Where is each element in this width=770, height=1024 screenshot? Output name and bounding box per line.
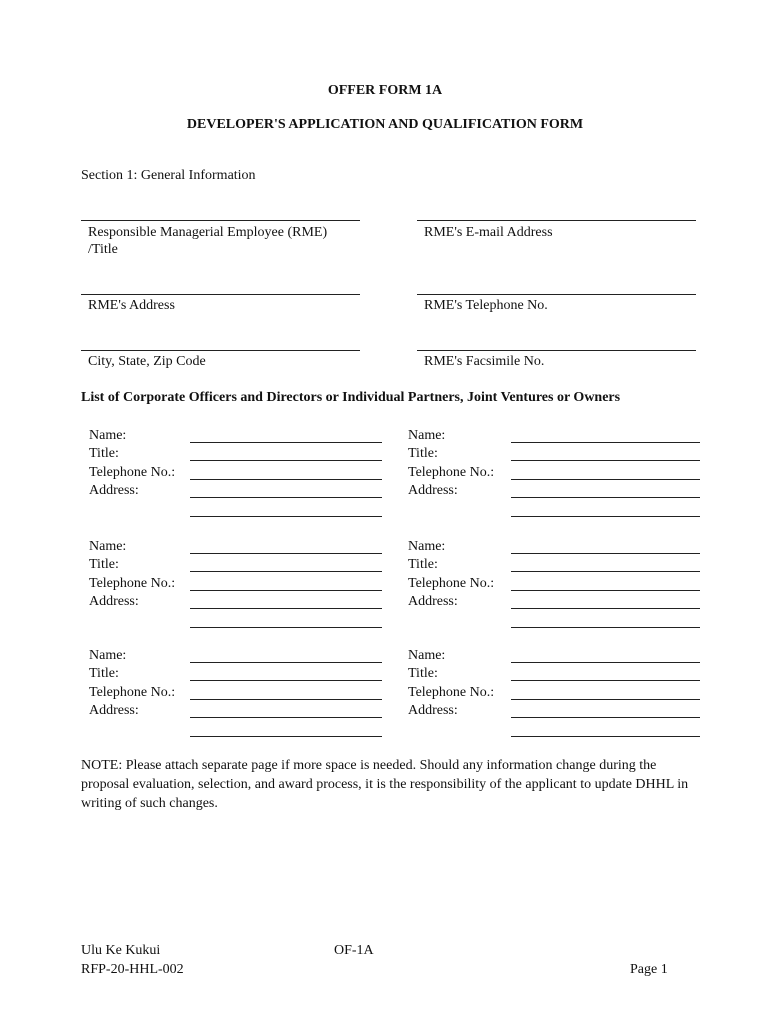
- address-field[interactable]: [511, 717, 700, 718]
- address-label: Address:: [408, 703, 458, 718]
- telephone-field[interactable]: [511, 590, 700, 591]
- name-field[interactable]: [511, 442, 700, 443]
- telephone-field[interactable]: [190, 590, 382, 591]
- name-label: Name:: [408, 428, 446, 443]
- page-number: Page 1: [630, 962, 668, 977]
- address-field-2[interactable]: [511, 516, 700, 517]
- rme-fax-label: RME's Facsimile No.: [424, 354, 545, 369]
- address-label: Address:: [89, 703, 139, 718]
- title-field[interactable]: [190, 460, 382, 461]
- address-field-2[interactable]: [511, 736, 700, 737]
- rme-email-label: RME's E-mail Address: [424, 225, 553, 240]
- city-state-zip-field[interactable]: [81, 350, 360, 351]
- footer-project: Ulu Ke Kukui: [81, 943, 161, 958]
- rme-label: Responsible Managerial Employee (RME): [88, 225, 328, 240]
- title-field[interactable]: [190, 680, 382, 681]
- address-field[interactable]: [511, 608, 700, 609]
- address-field[interactable]: [190, 717, 382, 718]
- footer-form-code: OF-1A: [334, 943, 374, 958]
- form-number: OFFER FORM 1A: [327, 83, 443, 98]
- telephone-label: Telephone No.:: [89, 685, 176, 700]
- name-label: Name:: [89, 539, 127, 554]
- title-label: Title:: [89, 666, 119, 681]
- address-label: Address:: [89, 594, 139, 609]
- address-label: Address:: [89, 483, 139, 498]
- name-label: Name:: [408, 539, 446, 554]
- telephone-field[interactable]: [190, 699, 382, 700]
- address-field-2[interactable]: [190, 627, 382, 628]
- rme-title-field[interactable]: [81, 220, 360, 221]
- title-field[interactable]: [190, 571, 382, 572]
- city-state-zip-label: City, State, Zip Code: [88, 354, 206, 369]
- officers-heading: List of Corporate Officers and Directors or Individual Partners, Joint Ventures or Owners: [81, 390, 621, 405]
- title-label: Title:: [408, 666, 438, 681]
- address-field-2[interactable]: [511, 627, 700, 628]
- telephone-field[interactable]: [190, 479, 382, 480]
- title-field[interactable]: [511, 571, 700, 572]
- address-field[interactable]: [190, 497, 382, 498]
- rme-address-field[interactable]: [81, 294, 360, 295]
- telephone-label: Telephone No.:: [408, 685, 495, 700]
- rme-telephone-label: RME's Telephone No.: [424, 298, 548, 313]
- telephone-field[interactable]: [511, 699, 700, 700]
- rme-title-label: /Title: [88, 242, 118, 257]
- title-label: Title:: [89, 557, 119, 572]
- name-field[interactable]: [190, 442, 382, 443]
- name-field[interactable]: [511, 662, 700, 663]
- footer-rfp: RFP-20-HHL-002: [81, 962, 184, 977]
- rme-email-field[interactable]: [417, 220, 696, 221]
- telephone-label: Telephone No.:: [408, 465, 495, 480]
- address-field[interactable]: [511, 497, 700, 498]
- address-field[interactable]: [190, 608, 382, 609]
- name-label: Name:: [89, 648, 127, 663]
- telephone-field[interactable]: [511, 479, 700, 480]
- name-field[interactable]: [190, 662, 382, 663]
- rme-fax-field[interactable]: [417, 350, 696, 351]
- address-label: Address:: [408, 594, 458, 609]
- title-label: Title:: [89, 446, 119, 461]
- telephone-label: Telephone No.:: [408, 576, 495, 591]
- name-label: Name:: [408, 648, 446, 663]
- address-label: Address:: [408, 483, 458, 498]
- name-field[interactable]: [190, 553, 382, 554]
- telephone-label: Telephone No.:: [89, 576, 176, 591]
- form-title: DEVELOPER'S APPLICATION AND QUALIFICATION FORM: [186, 117, 584, 132]
- telephone-label: Telephone No.:: [89, 465, 176, 480]
- rme-address-label: RME's Address: [88, 298, 175, 313]
- name-field[interactable]: [511, 553, 700, 554]
- rme-telephone-field[interactable]: [417, 294, 696, 295]
- address-field-2[interactable]: [190, 736, 382, 737]
- title-field[interactable]: [511, 680, 700, 681]
- section-heading: Section 1: General Information: [81, 168, 256, 183]
- title-field[interactable]: [511, 460, 700, 461]
- title-label: Title:: [408, 557, 438, 572]
- title-label: Title:: [408, 446, 438, 461]
- note-paragraph: NOTE: Please attach separate page if more space is needed. Should any information change during the proposal evaluation, selection, and award process, it is the responsibility of the applicant to update DHHL in writing of such changes.: [81, 758, 689, 811]
- name-label: Name:: [89, 428, 127, 443]
- address-field-2[interactable]: [190, 516, 382, 517]
